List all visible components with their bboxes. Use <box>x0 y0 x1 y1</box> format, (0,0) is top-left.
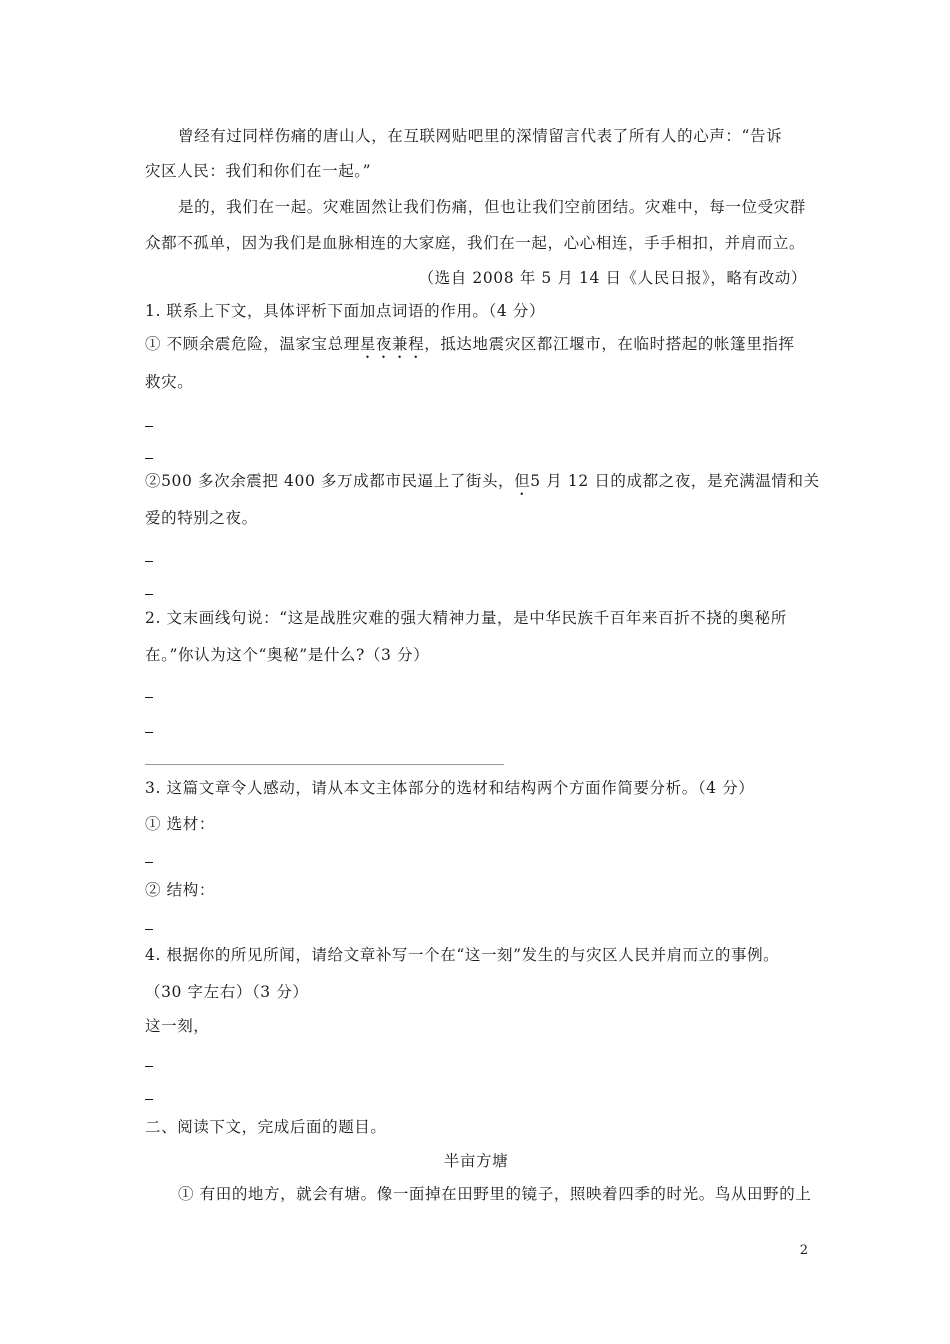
article-title: 半亩方塘 <box>443 1152 509 1170</box>
answer-blank[interactable] <box>145 458 153 459</box>
answer-blank[interactable] <box>145 862 153 863</box>
item-2-text-after: 5 月 12 日的成都之夜，是充满温情和关 <box>530 472 820 490</box>
dotted-term-dan: 但 <box>514 472 531 490</box>
question-4-line-2: （30 字左右）（3 分） <box>145 983 309 1001</box>
question-1-item-2-line-2: 爱的特别之夜。 <box>145 509 258 527</box>
question-3-part-b-label: ② 结构： <box>145 881 215 899</box>
question-1-item-2 <box>145 470 820 499</box>
question-1-item-1-line-2: 救灾。 <box>145 373 194 391</box>
section-2-heading: 二、阅读下文，完成后面的题目。 <box>145 1118 387 1136</box>
question-2-line-1: 2. 文末画线句说：“这是战胜灾难的强大精神力量，是中华民族千百年来百折不挠的奥秘所 <box>145 609 787 627</box>
article-paragraph-1: ① 有田的地方，就会有塘。像一面掉在田野里的镜子，照映着四季的时光。鸟从田野的上 <box>178 1185 812 1203</box>
answer-blank[interactable] <box>145 929 153 930</box>
passage-paragraph-2-line-2: 众都不孤单，因为我们是血脉相连的大家庭，我们在一起，心心相连，手手相扣，并肩而立。 <box>145 234 806 252</box>
item-2-text-before: ②500 多次余震把 400 多万成都市民逼上了街头， <box>145 472 515 490</box>
answer-blank[interactable] <box>145 561 153 562</box>
passage-paragraph-1-line-1: 曾经有过同样伤痛的唐山人，在互联网贴吧里的深情留言代表了所有人的心声：“告诉 <box>178 127 783 145</box>
question-3-stem: 3. 这篇文章令人感动，请从本文主体部分的选材和结构两个方面作简要分析。（4 分） <box>145 779 755 797</box>
answer-blank[interactable] <box>145 426 153 427</box>
question-3-part-a-label: ① 选材： <box>145 815 215 833</box>
passage-paragraph-2-line-1: 是的，我们在一起。灾难固然让我们伤痛，但也让我们空前团结。灾难中，每一位受灾群 <box>178 198 806 216</box>
dotted-term-xingye-jiancheng: 星夜兼程 <box>359 335 425 353</box>
answer-blank[interactable] <box>145 697 153 698</box>
passage-paragraph-1-line-2: 灾区人民：我们和你们在一起。” <box>145 162 372 180</box>
answer-blank[interactable] <box>145 1066 153 1067</box>
question-1-stem: 1. 联系上下文，具体评析下面加点词语的作用。（4 分） <box>145 302 546 320</box>
question-2-line-2: 在。”你认为这个“奥秘”是什么?（3 分） <box>145 646 430 664</box>
answer-blank[interactable] <box>145 594 153 595</box>
page-number: 2 <box>799 1243 808 1258</box>
question-1-item-1 <box>145 333 807 362</box>
answer-blank[interactable] <box>145 1099 153 1100</box>
item-1-text-before: ① 不顾余震危险，温家宝总理 <box>145 335 360 353</box>
answer-blank[interactable] <box>145 732 153 733</box>
answer-rule-line <box>145 764 504 765</box>
item-1-text-after: ，抵达地震灾区都江堰市，在临时搭起的帐篷里指挥 <box>424 335 795 353</box>
question-4-line-1: 4. 根据你的所见所闻，请给文章补写一个在“这一刻”发生的与灾区人民并肩而立的事例。 <box>145 946 780 964</box>
passage-source: （选自 2008 年 5 月 14 日《人民日报》，略有改动） <box>418 269 807 287</box>
question-4-prompt: 这一刻， <box>145 1017 210 1035</box>
